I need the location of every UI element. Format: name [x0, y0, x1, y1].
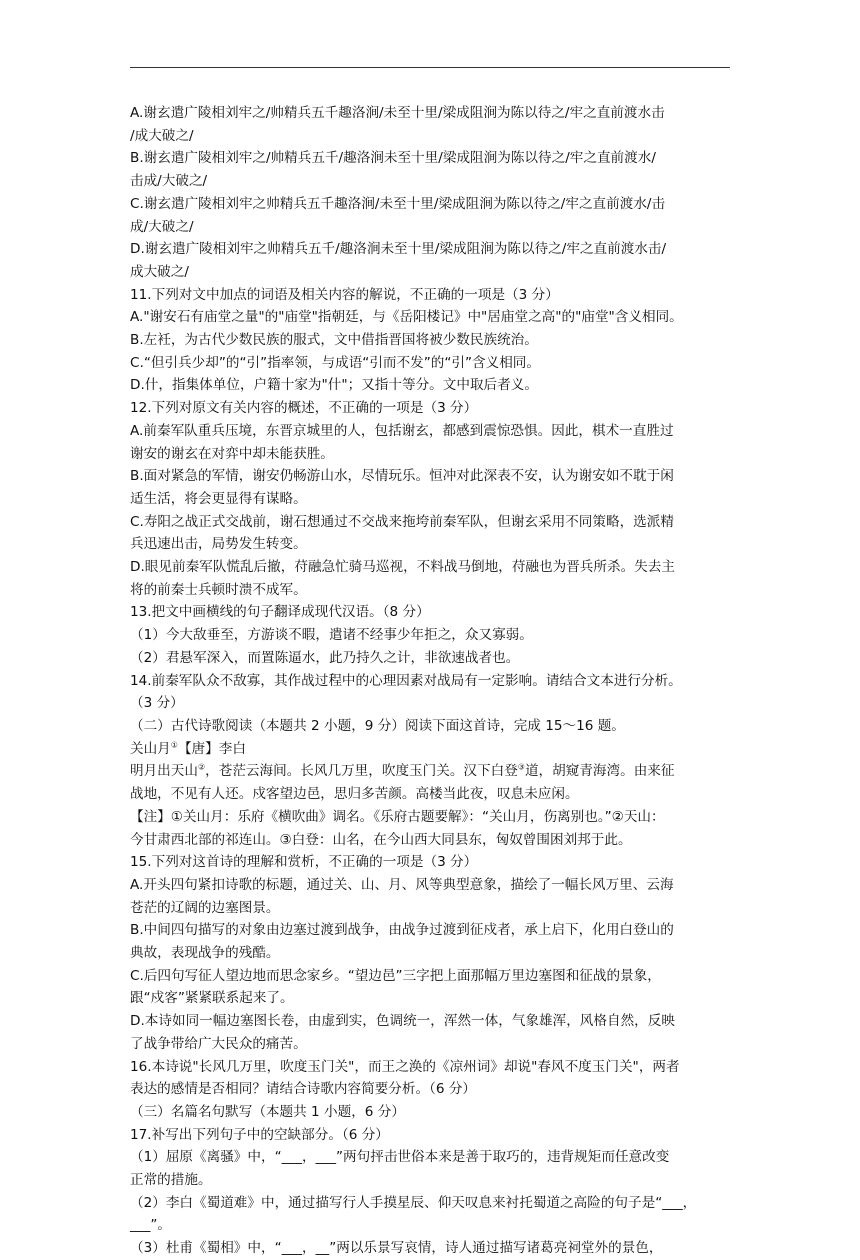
poem-text-a: 明月出天山	[130, 763, 198, 780]
poem-line-2: 战地，不见有人还。戍客望边邑，思归多苦颜。高楼当此夜，叹息未应闲。	[130, 786, 579, 803]
q12-option-b-line1: B.面对紧急的军情，谢安仍畅游山水，尽情玩乐。恒冲对此深表不安，认为谢安如不耽于闲	[130, 468, 674, 485]
document-body	[130, 102, 730, 1260]
option-c-line2: 成/大破之/	[130, 218, 194, 235]
option-d-line1: D.谢玄遣广陵相刘牢之帅精兵五千/趣洛涧未至十里/梁成阻涧为陈以待之/牢之直前渡水击/	[130, 241, 667, 258]
poem-author: 【唐】李白	[177, 740, 246, 757]
q15-option-d-line1: D.本诗如同一幅边塞图长卷，由虚到实，色调统一，浑然一体，气象雄浑，风格自然，反映	[130, 1013, 675, 1030]
q12-option-d-line1: D.眼见前秦军队慌乱后撤，苻融急忙骑马巡视，不料战马倒地，苻融也为晋兵所杀。失去主	[130, 559, 675, 576]
q13-part-2: （2）君悬军深入，而置陈逼水，此乃持久之计，非欲速战者也。	[130, 649, 520, 666]
note-marker-2: ②	[197, 762, 206, 772]
q11-option-b: B.左衽，为古代少数民族的服式，文中借指晋国将被少数民族统治。	[130, 332, 538, 349]
poem-note-line2: 今甘肃西北部的祁连山。③白登：山名，在今山西大同县东，匈奴曾围困刘邦于此。	[130, 831, 632, 848]
q17-part-2-line2: ___”。	[130, 1217, 172, 1234]
option-c-line1: C.谢玄遣广陵相刘牢之帅精兵五千趣洛涧/未至十里/梁成阻涧为陈以待之/牢之直前渡水/击	[130, 195, 666, 212]
option-a-line1: A.谢玄遣广陵相刘牢之/帅精兵五千趣洛涧/未至十里/梁成阻涧为陈以待之/牢之直前渡水击	[130, 105, 665, 121]
header-rule	[130, 67, 730, 68]
poem-note-line1: 【注】①关山月：乐府《横吹曲》调名。《乐府古题要解》：“关山月，伤离别也。”②天山：	[130, 808, 665, 825]
question-12: 12.下列对原文有关内容的概述，不正确的一项是（3 分）	[130, 400, 478, 417]
q15-option-c-line1: C.后四句写征人望边地而思念家乡。“望边邑”三字把上面那幅万里边塞图和征战的景象，	[130, 967, 661, 984]
poem-text-c: 道，胡窥青海湾。由来征	[524, 763, 675, 780]
q11-option-a: A."谢安石有庙堂之量"的"庙堂"指朝廷，与《岳阳楼记》中"居庙堂之高"的"庙堂"含义相同。	[130, 309, 683, 326]
question-17: 17.补写出下列句子中的空缺部分。（6 分）	[130, 1126, 389, 1143]
section-recitation-heading: （三）名篇名句默写（本题共 1 小题，6 分）	[130, 1103, 405, 1120]
q12-option-a-line1: A.前秦军队重兵压境，东晋京城里的人，包括谢玄，都感到震惊恐惧。因此，棋术一直胜过	[130, 422, 674, 439]
note-marker-1: ①	[170, 740, 178, 750]
question-15: 15.下列对这首诗的理解和赏析，不正确的一项是（3 分）	[130, 854, 478, 871]
q13-part-1: （1）今大敌垂至，方游谈不暇，遣诸不经事少年拒之，众又寡弱。	[130, 627, 533, 644]
q11-option-d: D.什，指集体单位，户籍十家为"什"；又指十等分。文中取后者义。	[130, 377, 538, 394]
q12-option-a-line2: 谢安的谢玄在对弈中却未能获胜。	[130, 445, 334, 462]
option-d-line2: 成大破之/	[130, 263, 189, 280]
q12-option-c-line1: C.寿阳之战正式交战前，谢石想通过不交战来拖垮前秦军队，但谢玄采用不同策略，选派精	[130, 513, 674, 530]
question-14-line2: （3 分）	[130, 695, 184, 712]
q17-part-1-line2: 正常的措施。	[130, 1172, 212, 1189]
q17-part-1-line1: （1）屈原《离骚》中，“___，___”两句抨击世俗本来是善于取巧的，违背规矩而任意改变	[130, 1149, 670, 1166]
question-14-line1: 14.前秦军队众不敌寡，其作战过程中的心理因素对战局有一定影响。请结合文本进行分析。	[130, 672, 682, 689]
option-b-line1: B.谢玄遣广陵相刘牢之/帅精兵五千/趣洛涧未至十里/梁成阻涧为陈以待之/牢之直前渡水/	[130, 150, 656, 167]
q11-option-c: C.“但引兵少却”的“引”指率领，与成语“引而不发”的“引”含义相同。	[130, 354, 540, 371]
question-11: 11.下列对文中加点的词语及相关内容的解说，不正确的一项是（3 分）	[130, 286, 559, 303]
q15-option-b-line1: B.中间四句描写的对象由边塞过渡到战争，由战争过渡到征戍者，承上启下，化用白登山的	[130, 922, 674, 939]
poem-text-b: ，苍茫云海间。长风几万里，吹度玉门关。汉下白登	[205, 763, 518, 780]
poem-line-1	[130, 760, 730, 783]
section-poetry-heading: （二）古代诗歌阅读（本题共 2 小题，9 分）阅读下面这首诗，完成 15～16 题。	[130, 717, 625, 734]
option-a-line2: /成大破之/	[130, 127, 194, 144]
question-16-line2: 表达的感情是否相同？请结合诗歌内容简要分析。（6 分）	[130, 1081, 477, 1098]
q15-option-d-line2: 了战争带给广大民众的痛苦。	[130, 1035, 307, 1052]
note-marker-3: ③	[517, 762, 525, 772]
q17-part-2-line1: （2）李白《蜀道难》中，通过描写行人手摸星辰、仰天叹息来衬托蜀道之高险的句子是“___，	[130, 1194, 697, 1211]
q15-option-a-line2: 苍茫的辽阔的边塞图景。	[130, 899, 280, 916]
question-13: 13.把文中画横线的句子翻译成现代汉语。（8 分）	[130, 604, 430, 621]
poem-title	[130, 738, 730, 761]
q12-option-d-line2: 将的前秦士兵顿时溃不成军。	[130, 581, 307, 598]
poem-title-text: 关山月	[130, 740, 171, 757]
q15-option-b-line2: 典故，表现战争的残酷。	[130, 945, 280, 962]
q12-option-b-line2: 适生活，将会更显得有谋略。	[130, 490, 307, 507]
question-16-line1: 16.本诗说"长风几万里，吹度玉门关"，而王之涣的《凉州词》却说"春风不度玉门关"，两者	[130, 1058, 680, 1075]
q15-option-a-line1: A.开头四句紧扣诗歌的标题，通过关、山、月、风等典型意象，描绘了一幅长风万里、云海	[130, 876, 674, 893]
option-b-line2: 击成/大破之/	[130, 173, 208, 190]
q15-option-c-line2: 跟“戍客”紧紧联系起来了。	[130, 990, 294, 1007]
q12-option-c-line2: 兵迅速出击，局势发生转变。	[130, 536, 307, 553]
q17-part-3-line1: （3）杜甫《蜀相》中，“___，__”两以乐景写哀情，诗人通过描写诸葛亮祠堂外的景色，	[130, 1240, 663, 1257]
